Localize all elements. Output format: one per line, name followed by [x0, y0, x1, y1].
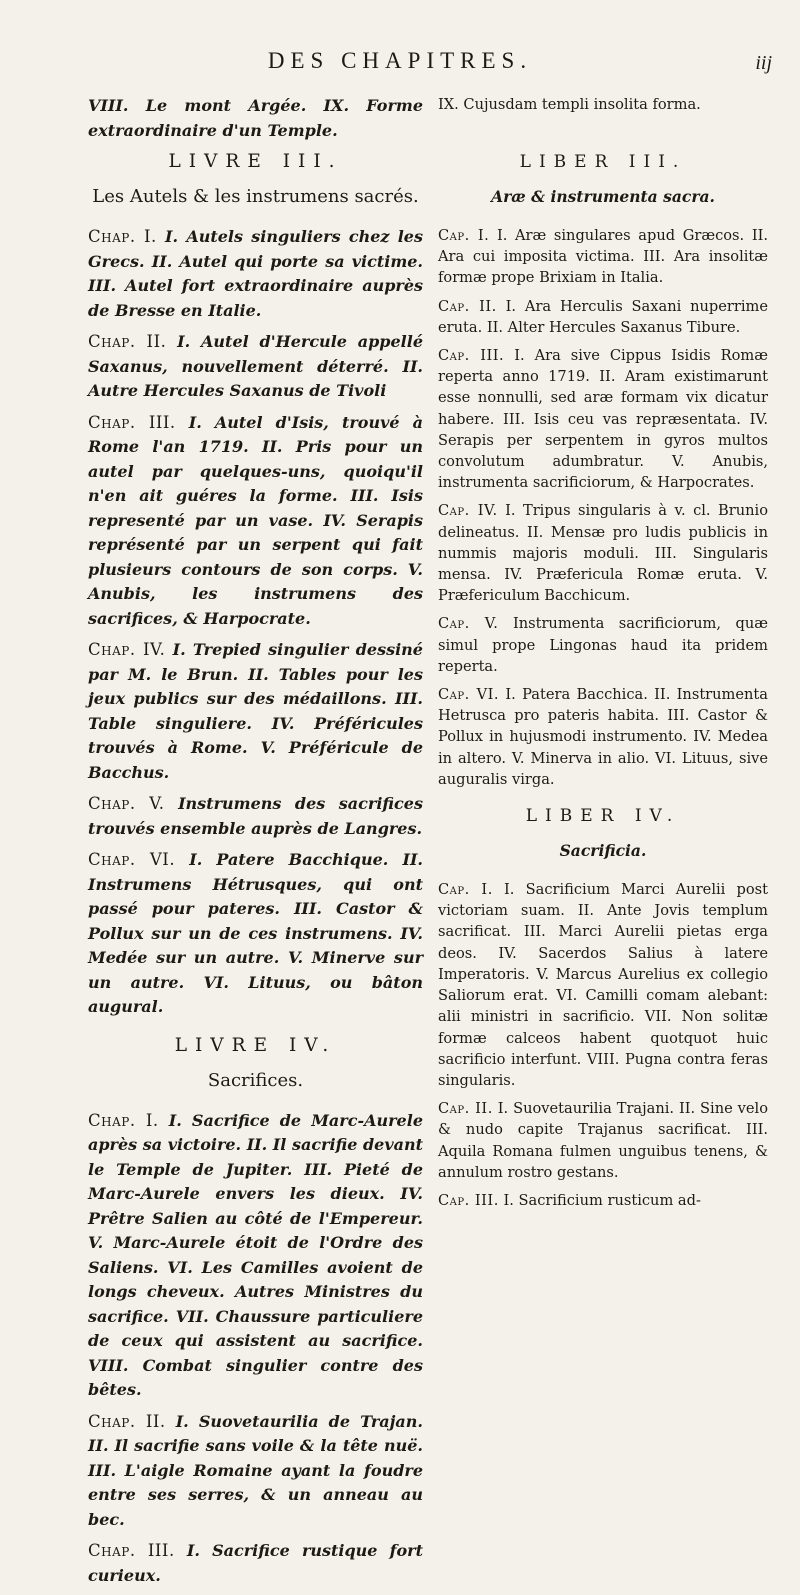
chapter-text: Instrumenta sacrificiorum, quæ simul prope Lingonas haud ita pridem reperta.: [438, 615, 768, 675]
chapter-label: Chap. II.: [88, 332, 167, 351]
chapter-label: Cap. III.: [438, 347, 505, 365]
chapter-label: Chap. III.: [88, 412, 176, 432]
chapter-label: Cap. V.: [438, 615, 499, 633]
latin-book3-heading: LIBER III.: [519, 152, 687, 172]
french-book4-chapter: [88, 1410, 423, 1533]
chapter-text: I. Suovetaurilia de Trajan. II. Il sacrifie sans voile & la tête nuë. III. L'aigle Romaine ayant la foudre entre ses serres, & un anneau au bec.: [88, 1411, 423, 1529]
chapter-text: Instrumens des sacrifices trouvés ensemble auprès de Langres.: [88, 794, 423, 838]
latin-book3-chapter: [438, 296, 768, 338]
latin-book3-chapter: [438, 345, 768, 493]
chapter-text: I. Autel d'Hercule appellé Saxanus, nouvellement déterré. II. Autre Hercules Saxanus de Tivoli: [88, 332, 424, 400]
french-intro: VIII. Le mont Argée. IX. Forme extraordinaire d'un Temple.: [88, 96, 423, 140]
latin-book4-chapter: [438, 1098, 768, 1183]
latin-book3-chapter: [438, 684, 768, 790]
chapter-label: Cap. IV.: [438, 502, 498, 520]
chapter-text: I. Ara sive Cippus Isidis Romæ reperta anno 1719. II. Aram existimarunt esse nonnulli, sed aræ formam vix dicatur habere. III. Isis ceu vas repræsentata. IV. Serapis per serpentem in gyros multos convolutum adumbratur. V. Anubis, instrumenta sacrificiorum, & Harpocrates.: [438, 347, 768, 492]
french-book4-chapter: [88, 1109, 423, 1403]
latin-book3-chapter: [438, 225, 768, 289]
chapter-label: Cap. I.: [438, 227, 490, 244]
chapter-label: Chap. VI.: [88, 850, 176, 869]
chapter-label: Chap. III.: [88, 1541, 175, 1560]
chapter-text: I. Trepied singulier dessiné par M. le Brun. II. Tables pour les jeux publics sur des médaillons. III. Table singuliere. IV. Préféricules trouvés à Rome. V. Préféricule de Bacchus.: [88, 640, 423, 782]
french-book4-heading: LIVRE IV.: [174, 1034, 337, 1056]
french-book3-subtitle: Les Autels & les instrumens sacrés.: [92, 186, 419, 207]
french-book3-heading: LIVRE III.: [168, 151, 343, 172]
french-book3-chapter: [88, 330, 423, 404]
latin-book3-chapter: [438, 500, 768, 606]
chapter-label: Cap. I.: [438, 881, 493, 899]
running-title: DES CHAPITRES.: [267, 48, 533, 73]
latin-book4-subtitle: Sacrificia.: [559, 841, 647, 861]
french-column: [88, 94, 423, 1595]
french-book3-chapter: [88, 225, 423, 323]
chapter-text: I. Autel d'Isis, trouvé à Rome l'an 1719. II. Pris pour un autel par quelques-uns, quoiqu'il n'en ait guéres la forme. III. Isis representé par un vase. IV. Serapis représenté par un serpent qui fait plusieurs contours de son corps. V. Anubis, les instrumens des sacrifices, & Harpocrate.: [88, 412, 424, 628]
chapter-label: Chap. I.: [88, 227, 157, 246]
chapter-text: I. Sacrificium Marci Aurelii post victoriam suam. II. Ante Jovis templum sacrificat. III. Marci Aurelii pietas erga deos. IV. Sacerdos Salius à latere Imperatoris. V. Marcus Aurelius ex collegio Saliorum erat. VI. Camilli comam alebant: alii ministri in sacrificio. VII. Non solitæ formæ calceos habent quotquot huic sacrificio interfunt. VIII. Pugna contra feras singularis.: [438, 881, 768, 1089]
chapter-label: Cap. III.: [438, 1191, 499, 1209]
chapter-text: I. Ara Herculis Saxani nuperrime eruta. II. Alter Hercules Saxanus Tibure.: [438, 297, 768, 336]
latin-intro: IX. Cujusdam templi insolita forma.: [438, 96, 701, 113]
chapter-label: Cap. II.: [438, 1100, 493, 1118]
french-book3-chapter: [88, 411, 423, 632]
chapter-text: I. Autels singuliers chez les Grecs. II. Autel qui porte sa victime. III. Autel fort extraordinaire auprès de Bresse en Italie.: [88, 227, 423, 320]
chapter-label: Chap. II.: [88, 1411, 166, 1431]
french-book3-chapter: [88, 848, 423, 1020]
french-book3-chapter: [88, 638, 423, 785]
page-number: iij: [755, 52, 772, 74]
chapter-label: Cap. VI.: [438, 686, 500, 704]
chapter-text: I. Patera Bacchica. II. Instrumenta Hetrusca pro pateris habita. III. Castor & Pollux in hujusmodi instrumento. IV. Medea in altero. V. Minerva in alio. VI. Lituus, sive auguralis virga.: [438, 686, 768, 788]
chapter-text: I. Suovetaurilia Trajani. II. Sine velo & nudo capite Trajanus sacrificat. III. Aquila Romana fulmen unguibus tenens, & annulum rostro gestans.: [438, 1100, 768, 1181]
french-book4-chapter: [88, 1539, 423, 1588]
chapter-label: Cap. II.: [438, 297, 497, 315]
french-book4-subtitle: Sacrifices.: [207, 1069, 304, 1091]
chapter-label: Chap. IV.: [88, 640, 166, 659]
latin-book4-chapter: [438, 879, 768, 1091]
chapter-text: I. Tripus singularis à v. cl. Brunio delineatus. II. Mensæ pro ludis publicis in nummis majoris moduli. III. Singularis mensa. IV. Præfericula Romæ eruta. V. Præfericulum Bacchicum.: [438, 502, 768, 605]
french-book3-chapter: [88, 792, 423, 841]
chapter-text: I. Sacrifice rustique fort curieux.: [88, 1541, 423, 1585]
chapter-text: I. Sacrifice de Marc-Aurele après sa victoire. II. Il sacrifie devant le Temple de Jupiter. III. Pieté de Marc-Aurele envers les dieux. IV. Prêtre Salien au côté de l'Empereur. V. Marc-Aurele étoit de l'Ordre des Saliens. VI. Les Camilles avoient de longs cheveux. Autres Ministres du sacrifice. VII. Chaussure particuliere de ceux qui assistent au sacrifice. VIII. Combat singulier contre des bêtes.: [88, 1110, 423, 1399]
chapter-text: I. Aræ singulares apud Græcos. II. Ara cui imposita victima. III. Ara insolitæ formæ prope Brixiam in Italia.: [438, 227, 768, 287]
latin-book4-chapter: [438, 1190, 768, 1211]
chapter-label: Chap. V.: [88, 794, 165, 813]
chapter-text: I. Sacrificium rusticum ad-: [503, 1191, 701, 1209]
chapter-label: Chap. I.: [88, 1110, 159, 1130]
latin-book4-heading: LIBER IV.: [525, 806, 681, 827]
latin-book3-chapter: [438, 613, 768, 677]
latin-book3-subtitle: Aræ & instrumenta sacra.: [491, 187, 715, 206]
latin-column: [438, 94, 768, 1218]
chapter-text: I. Patere Bacchique. II. Instrumens Hétrusques, qui ont passé pour pateres. III. Castor & Pollux sur un de ces instrumens. IV. Medée sur un autre. V. Minerve sur un autre. VI. Lituus, ou bâton augural.: [88, 850, 423, 1016]
